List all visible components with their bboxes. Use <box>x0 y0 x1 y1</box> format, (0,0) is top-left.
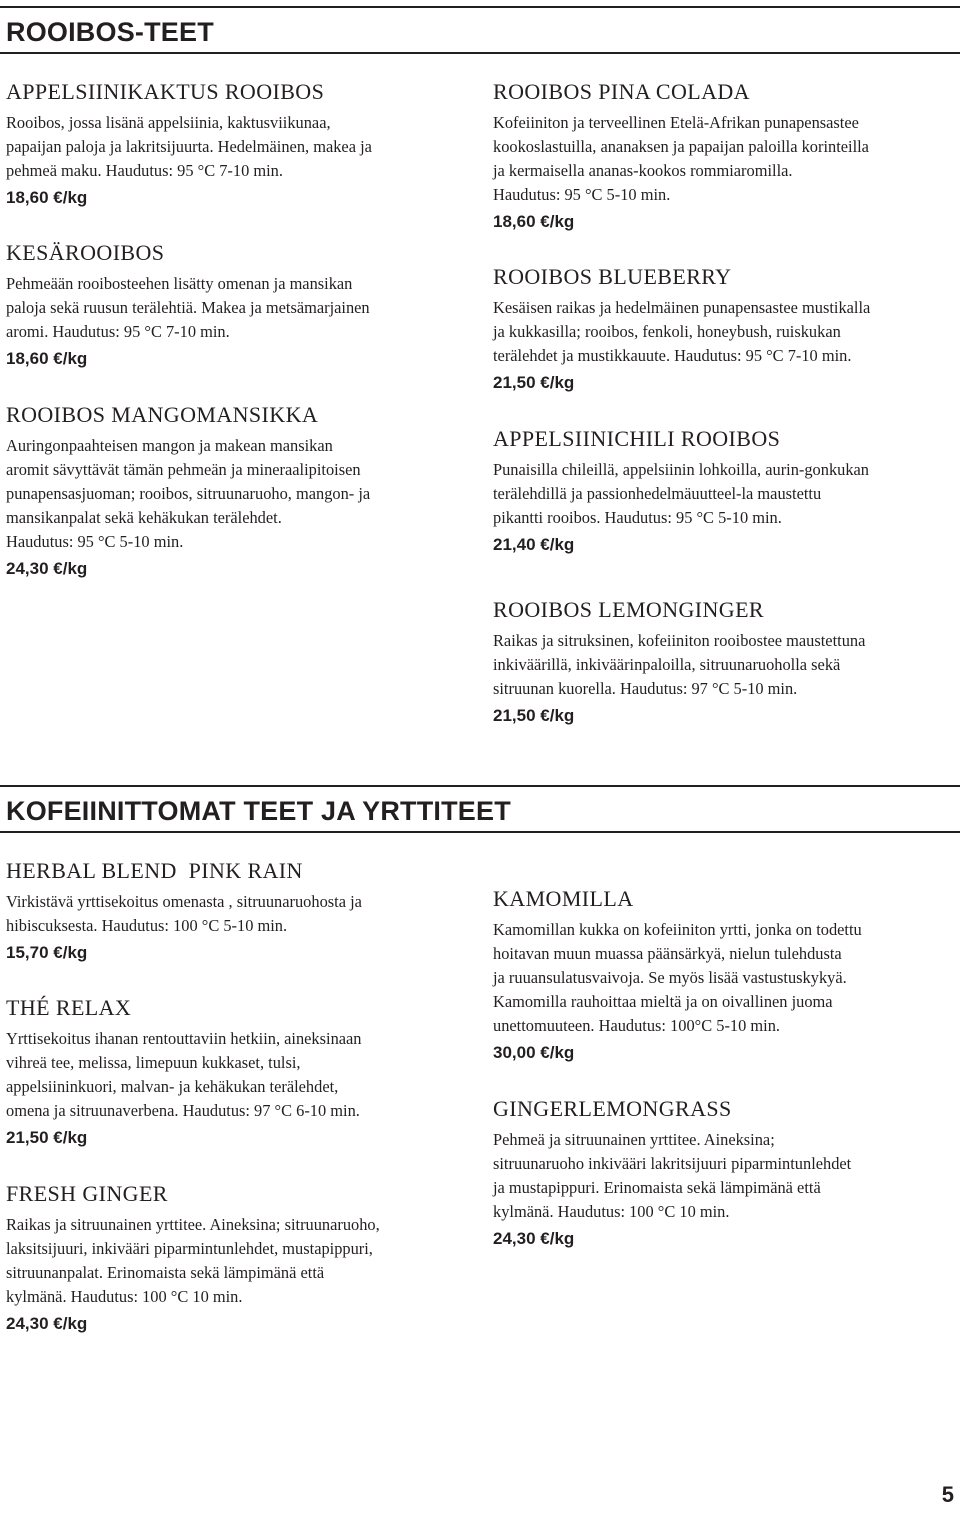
section-header-rooibos <box>0 6 960 54</box>
product-item <box>493 264 960 393</box>
product-price: 21,50 €/kg <box>6 1128 88 1147</box>
product-price: 18,60 €/kg <box>493 212 575 231</box>
product-description: Raikas ja sitruunainen yrttitee. Aineksina; sitruunaruoho, laksitsijuuri, inkivääri piparmintunlehdet, mustapippuri, sitruunanpalat. Erinomaista sekä lämpimänä että kylmänä. Haudutus: 100 °C 10 min. <box>6 1215 380 1306</box>
product-name: KESÄROOIBOS <box>6 240 165 265</box>
product-item <box>493 1096 960 1249</box>
product-price: 21,40 €/kg <box>493 535 575 554</box>
page-number: 5 <box>941 1482 954 1507</box>
product-item <box>6 240 476 369</box>
product-item <box>6 402 476 579</box>
product-name: APPELSIINICHILI ROOIBOS <box>493 426 781 451</box>
product-description: Pehmeään rooibosteehen lisätty omenan ja mansikan paloja sekä ruusun terälehtiä. Makea ja metsämarjainen aromi. Haudutus: 95 °C 7-10 min. <box>6 274 370 341</box>
product-price: 24,30 €/kg <box>6 1314 88 1333</box>
section-header-herbal <box>0 785 960 833</box>
product-description: Yrttisekoitus ihanan rentouttaviin hetkiin, aineksinaan vihreä tee, melissa, limepuun kukkaset, tulsi, appelsiininkuori, malvan- ja kehäkukan terälehdet, omena ja sitruunaverbena. Haudutus: 97 °C 6-10 min. <box>6 1029 362 1120</box>
product-description: Pehmeä ja sitruunainen yrttitee. Aineksina; sitruunaruoho inkivääri lakritsijuuri piparmintunlehdet ja mustapippuri. Erinomaista sekä lämpimänä että kylmänä. Haudutus: 100 °C 10 min. <box>493 1130 852 1221</box>
product-price: 21,50 €/kg <box>493 373 575 392</box>
product-item <box>493 597 960 726</box>
product-name: KAMOMILLA <box>493 886 634 911</box>
section-title: ROOIBOS-TEET <box>6 17 214 47</box>
product-description: Auringonpaahteisen mangon ja makean mansikan aromit sävyttävät tämän pehmeän ja mineraalipitoisen punapensasjuoman; rooibos, sitruunaruoho, mangon- ja mansikanpalat sekä kehäkukan terälehdet. Haudutus: 95 °C 5-10 min. <box>6 436 371 551</box>
product-price: 21,50 €/kg <box>493 706 575 725</box>
product-price: 18,60 €/kg <box>6 349 88 368</box>
section-title: KOFEIINITTOMAT TEET JA YRTTITEET <box>6 796 511 826</box>
product-item <box>6 858 476 963</box>
product-name: ROOIBOS PINA COLADA <box>493 79 750 104</box>
product-item <box>493 79 960 232</box>
product-description: Kamomillan kukka on kofeiiniton yrtti, jonka on todettu hoitavan muun muassa päänsärkyä, nielun tulehdusta ja ruuansulatusvaivoja. Se myös lisää vastustuskykyä. Kamomilla rauhoittaa mieltä ja on oivallinen juoma unettomuuteen. Haudutus: 100°C 5-10 min. <box>493 920 862 1035</box>
product-price: 24,30 €/kg <box>6 559 88 578</box>
product-price: 18,60 €/kg <box>6 188 88 207</box>
product-name: FRESH GINGER <box>6 1181 168 1206</box>
product-name: ROOIBOS MANGOMANSIKKA <box>6 402 319 427</box>
product-price: 15,70 €/kg <box>6 943 88 962</box>
product-price: 24,30 €/kg <box>493 1229 575 1248</box>
product-item <box>6 79 476 208</box>
product-name: HERBAL BLEND PINK RAIN <box>6 858 303 883</box>
product-name: THÉ RELAX <box>6 995 132 1020</box>
product-price: 30,00 €/kg <box>493 1043 575 1062</box>
product-description: Virkistävä yrttisekoitus omenasta , sitruunaruohosta ja hibiscuksesta. Haudutus: 100 °C 5-10 min. <box>6 892 362 935</box>
product-name: GINGERLEMONGRASS <box>493 1096 732 1121</box>
product-item <box>6 995 476 1148</box>
product-item <box>6 1181 476 1334</box>
product-description: Kofeiiniton ja terveellinen Etelä-Afrikan punapensastee kookoslastuilla, ananaksen ja papaijan paloilla korinteilla ja kermaisella ananas-kookos rommiaromilla. Haudutus: 95 °C 5-10 min. <box>493 113 869 204</box>
product-description: Rooibos, jossa lisänä appelsiinia, kaktusviikunaa, papaijan paloja ja lakritsijuurta. Hedelmäinen, makea ja pehmeä maku. Haudutus: 95 °C 7-10 min. <box>6 113 372 180</box>
product-description: Punaisilla chileillä, appelsiinin lohkoilla, aurin-gonkukan terälehdillä ja passionhedelmäuutteel-la maustettu pikantti rooibos. Haudutus: 95 °C 5-10 min. <box>493 460 870 527</box>
product-description: Raikas ja sitruksinen, kofeiiniton rooibostee maustettuna inkiväärillä, inkiväärinpaloilla, sitruunaruoholla sekä sitruunan kuorella. Haudutus: 97 °C 5-10 min. <box>493 631 866 698</box>
product-name: APPELSIINIKAKTUS ROOIBOS <box>6 79 325 104</box>
product-name: ROOIBOS LEMONGINGER <box>493 597 764 622</box>
product-name: ROOIBOS BLUEBERRY <box>493 264 732 289</box>
product-description: Kesäisen raikas ja hedelmäinen punapensastee mustikalla ja kukkasilla; rooibos, fenkoli, honeybush, ruiskukan terälehdet ja mustikkauute. Haudutus: 95 °C 7-10 min. <box>493 298 871 365</box>
product-item <box>493 886 960 1063</box>
product-item <box>493 426 960 555</box>
